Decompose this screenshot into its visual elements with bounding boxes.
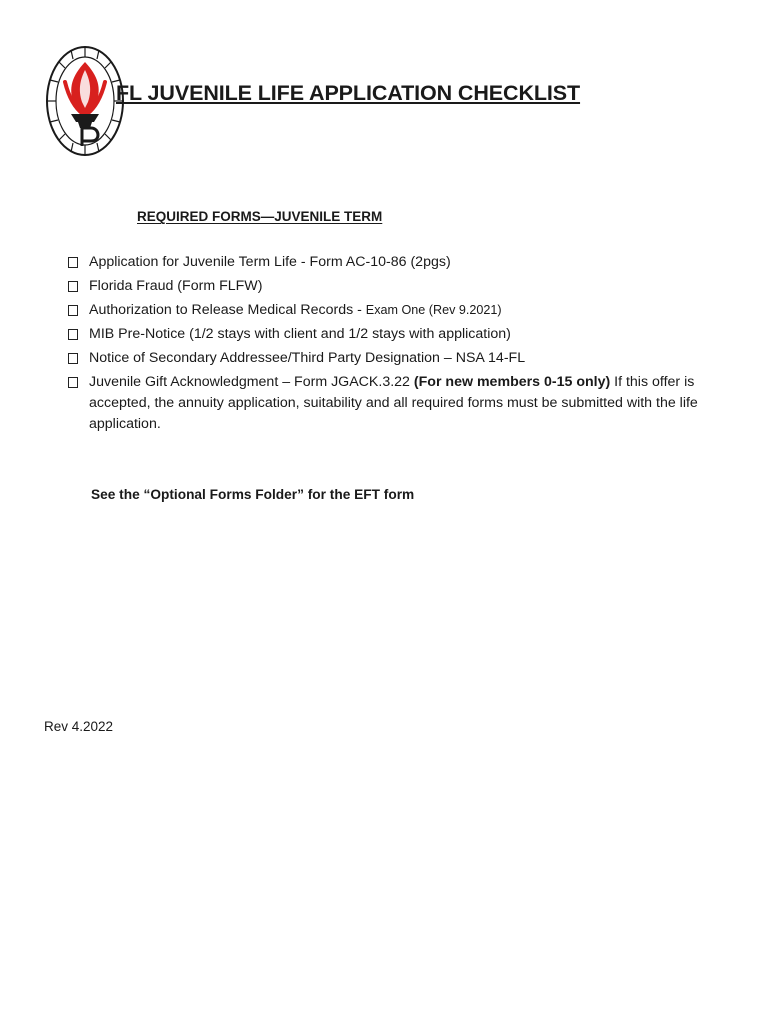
checkbox[interactable] — [68, 329, 78, 340]
checklist-item-text: Notice of Secondary Addressee/Third Party Designation – NSA 14-FL — [89, 350, 526, 366]
checkbox[interactable] — [68, 305, 78, 316]
checklist-item — [68, 276, 728, 297]
checkbox[interactable] — [68, 281, 78, 292]
checklist-item — [68, 300, 728, 321]
section-heading: REQUIRED FORMS—JUVENILE TERM — [137, 209, 383, 224]
checklist-item-text — [89, 372, 728, 435]
checkbox[interactable] — [68, 353, 78, 364]
checkbox[interactable] — [68, 377, 78, 388]
checklist-item-text: Florida Fraud (Form FLFW) — [89, 278, 263, 294]
checklist-item-text — [89, 300, 728, 321]
checklist-item-text: Application for Juvenile Term Life - Form AC-10-86 (2pgs) — [89, 254, 451, 270]
document-title: FL JUVENILE LIFE APPLICATION CHECKLIST — [116, 81, 581, 105]
checklist-item-text: MIB Pre-Notice (1/2 stays with client and 1/2 stays with application) — [89, 326, 511, 342]
checklist-item — [68, 324, 728, 345]
required-forms-checklist — [68, 252, 728, 438]
checklist-item-bold-text: (For new members 0-15 only) — [413, 374, 611, 390]
checklist-item-main-text: Authorization to Release Medical Records - — [89, 302, 366, 318]
organization-logo-icon — [44, 44, 126, 158]
checkbox[interactable] — [68, 257, 78, 268]
revision-date: Rev 4.2022 — [44, 719, 114, 734]
checklist-item-text-before: Juvenile Gift Acknowledgment – Form JGACK.3.22 — [89, 374, 414, 390]
checklist-item-text-after: If this offer is accepted, the annuity application, suitability and all required forms must be submitted with the life application. — [89, 374, 698, 432]
checklist-item — [68, 372, 728, 435]
checklist-item — [68, 348, 728, 369]
checklist-item — [68, 252, 728, 273]
checklist-item-small-text: Exam One (Rev 9.2021) — [365, 303, 502, 317]
optional-forms-note: See the “Optional Forms Folder” for the EFT form — [91, 487, 415, 502]
